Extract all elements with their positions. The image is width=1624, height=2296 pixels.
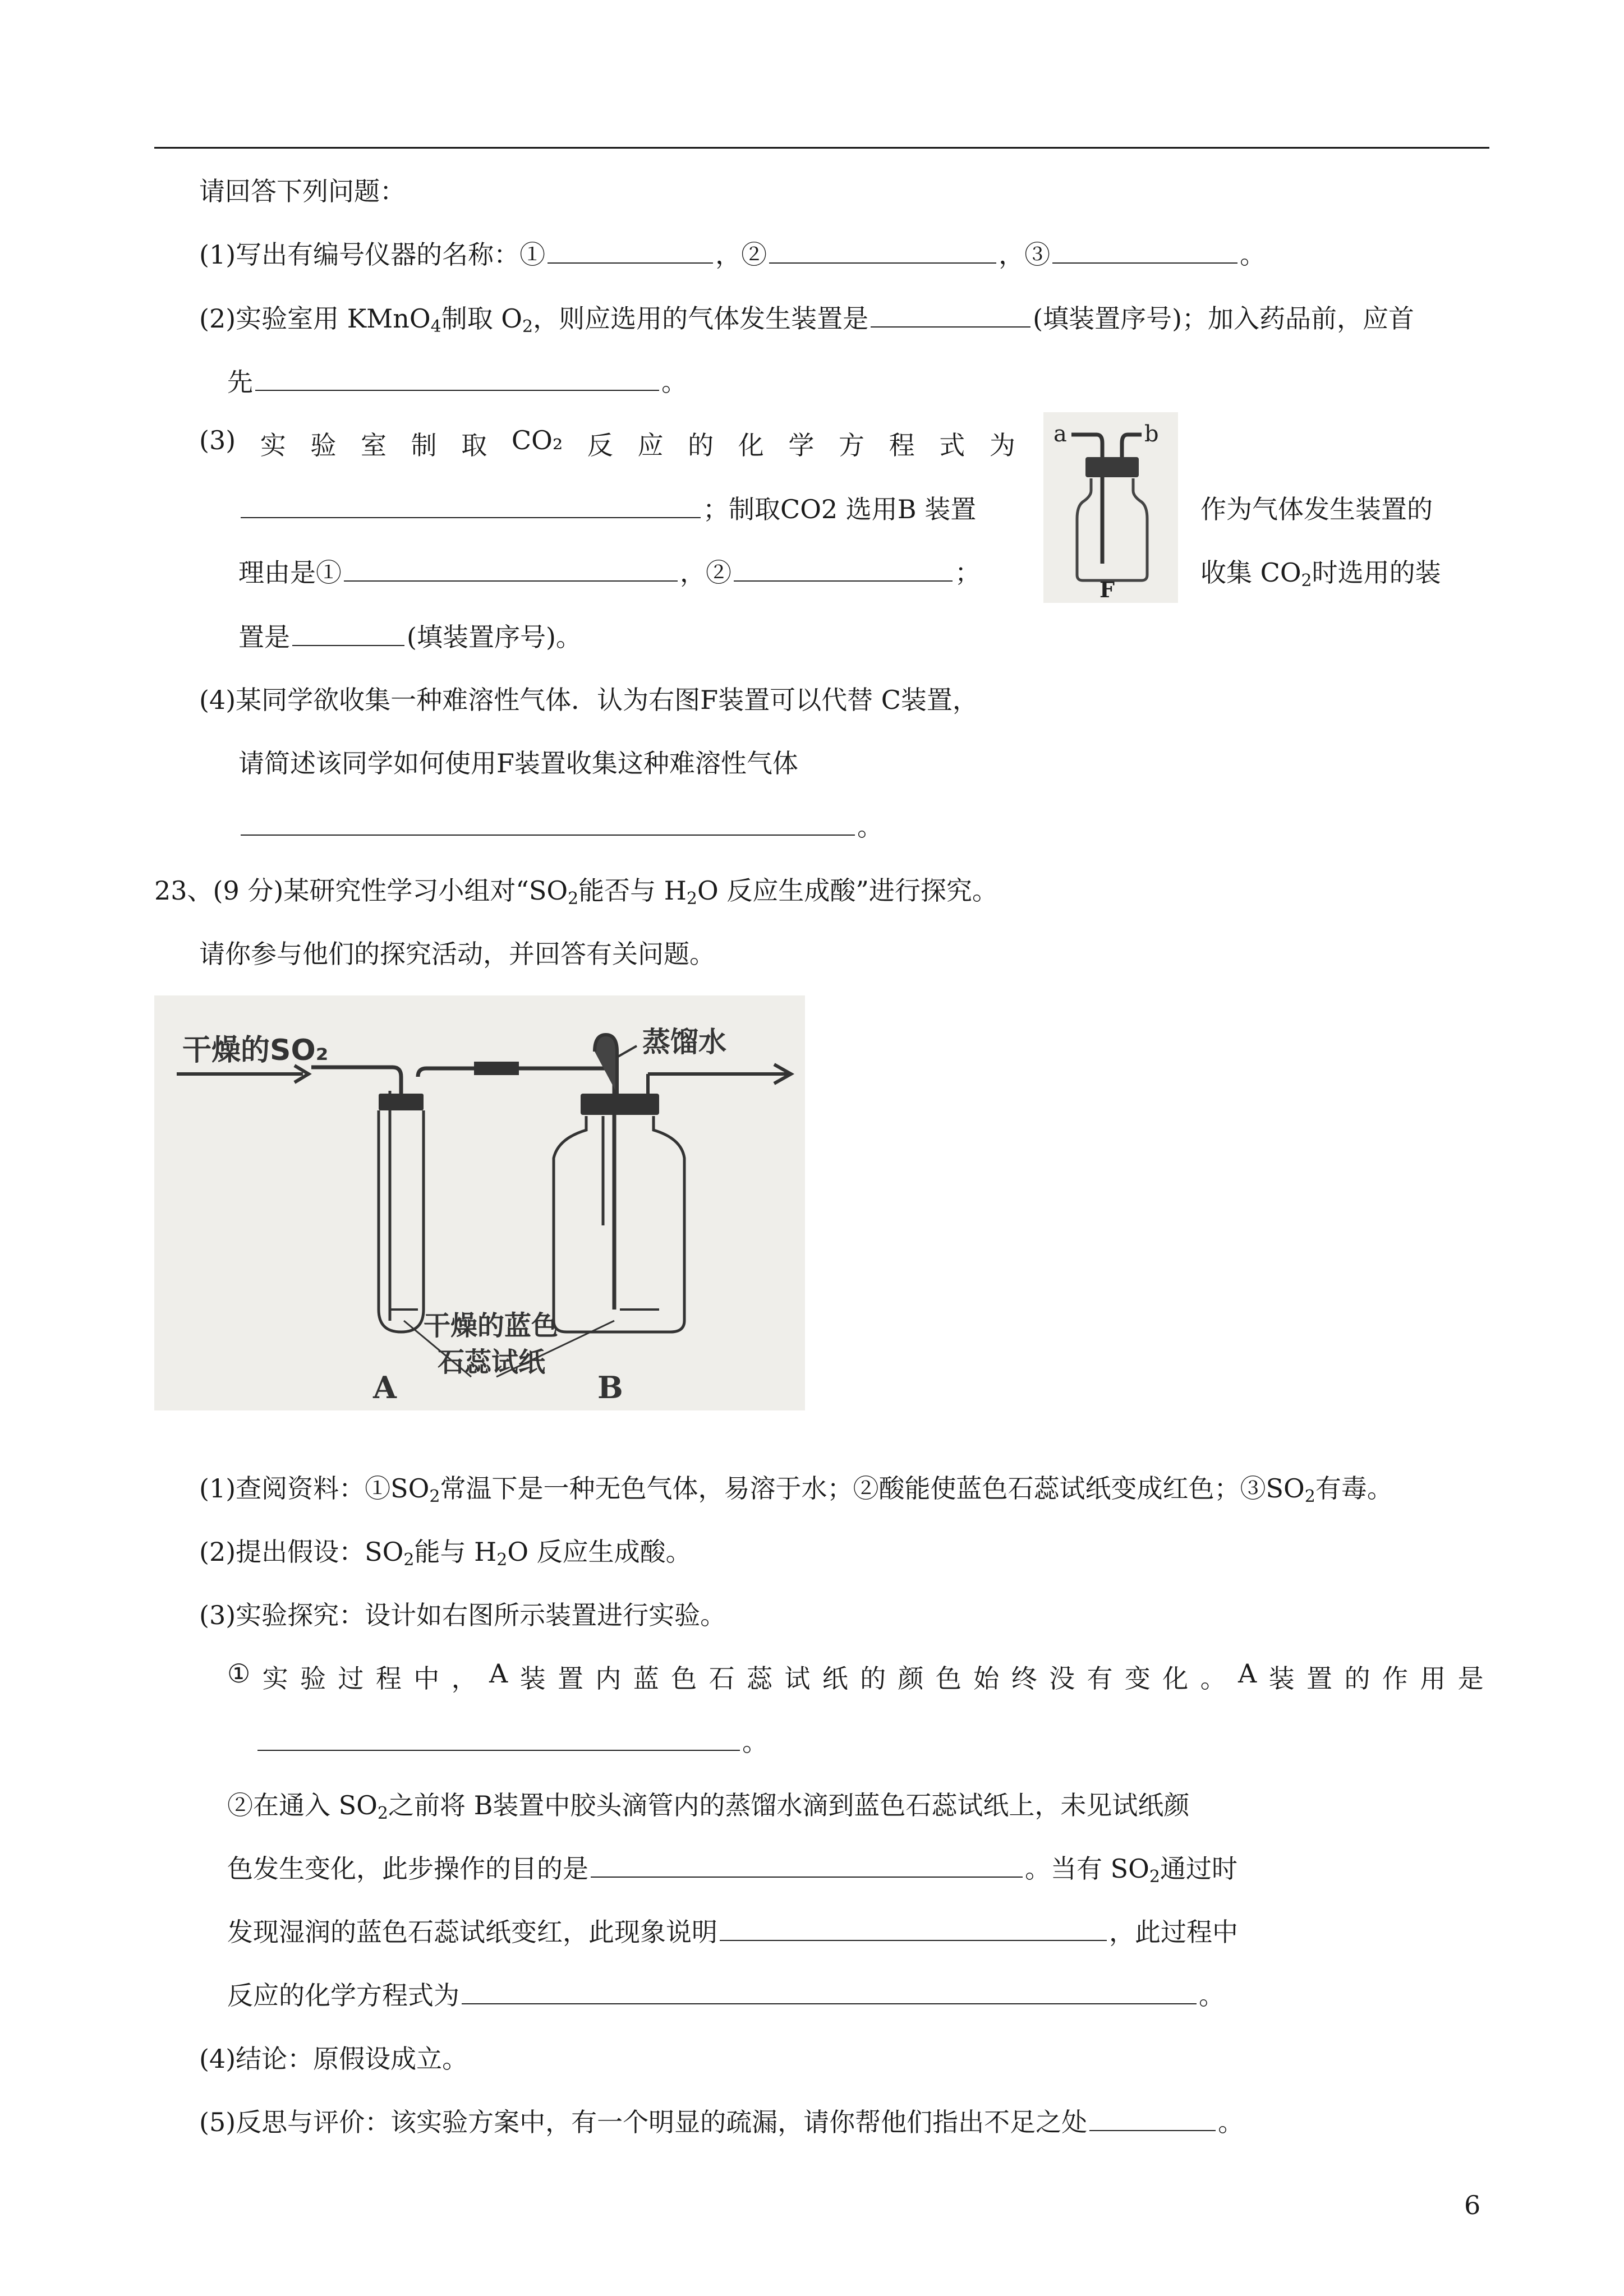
blank-co2-equation[interactable] [241,517,701,518]
label-a: a [1053,421,1067,447]
q22-part3-line2: ；制取CO2 选用B 装置 [238,489,976,526]
q22-intro: 请回答下列问题： [199,176,406,206]
q23-step2: (2)提出假设：$SO_2$能与 $H_2O$ 反应生成酸。 [199,1537,692,1570]
blank-3[interactable] [1052,262,1237,264]
blank-reason-2[interactable] [734,580,953,582]
label-B: B [597,1370,623,1405]
q23-step1: (1)查阅资料：$①SO_2$常温下是一种无色气体，易溶于水；②酸能使蓝色石蕊试纸变成红色；$③SO_2$有毒。 [199,1473,1393,1506]
q22-part2-line1: (2)实验室用 KMnO$_4$制取 $O_2$，则应选用的气体发生装置是 (填装置序号)；加入药品前，应首 [199,303,1415,336]
q22-part3-line2-right: 作为气体发生装置的 [1200,494,1433,524]
q23-intro: 请你参与他们的探究活动，并回答有关问题。 [199,939,715,969]
q23-step3-item2-line2: 色发生变化，此步操作的目的是 。当有 $SO_2$通过时 [227,1854,1237,1887]
q22-part2-line2: 先 。 [227,367,687,397]
blank-phenomenon[interactable] [720,1939,1107,1941]
q22-part4-line3: 。 [238,806,883,843]
label-b: b [1144,421,1159,447]
blank-reason-1[interactable] [344,580,678,582]
blank-describe-f[interactable] [241,834,855,836]
figure-so2-apparatus [154,995,805,1410]
blank-2[interactable] [769,262,996,264]
q23-step5: (5)反思与评价：该实验方案中，有一个明显的疏漏，请你帮他们指出不足之处 。 [199,2107,1244,2137]
q23-step3-head: (3)实验探究：设计如右图所示装置进行实验。 [199,1600,726,1630]
q22-part4-line2: 请简述该同学如何使用F装置收集这种难溶性气体 [238,748,798,778]
blank-device[interactable] [871,326,1030,328]
blank-equation[interactable] [462,2003,1197,2004]
q23-title: 23、(9 分)某研究性学习小组对“$SO_2$能否与 $H_2O$ 反应生成酸”进行探究。 [154,875,998,909]
blank-1[interactable] [548,262,713,264]
q23-step3-item1: ① 实 验 过 程 中 ， A 装 置 内 蓝 色 石 蕊 试 纸 的 颜 色 始 终 没 有 变 化 。 A 装 置 的 作 用 是 [227,1658,1484,1694]
q22-part4-line1: (4)某同学欲收集一种难溶性气体．认为右图F装置可以代替 C装置， [199,685,978,715]
blank-first-step[interactable] [255,389,659,391]
label-A: A [373,1370,397,1405]
q22-part3-line1: (3) 实 验 室 制 取 CO₂ 反 应 的 化 学 方 程 式 为 [199,425,1015,460]
q23-step3-item1-blank: 。 [255,1722,768,1759]
so2-apparatus-diagram [154,995,805,1410]
page-number: 6 [1464,2190,1481,2220]
q23-step3-item2-line4: 反应的化学方程式为 。 [227,1980,1225,2011]
q22-part3-line3-right: 收集 $CO_2$时选用的装 [1200,557,1441,591]
blank-purpose[interactable] [591,1876,1023,1878]
q22-part1: (1)写出有编号仪器的名称：① ，② ，③ 。 [199,239,1266,270]
label-f: F [1099,577,1115,602]
label-dry-blue-paper-2: 石蕊试纸 [438,1347,546,1378]
figure-f-bottle [1043,412,1178,603]
gas-bottle-diagram [1043,412,1178,603]
q23-step3-item2-line1: ②在通入 $SO_2$之前将 B装置中胶头滴管内的蒸馏水滴到蓝色石蕊试纸上，未见试纸颜 [227,1790,1190,1823]
q23-step3-item2-line3: 发现湿润的蓝色石蕊试纸变红，此现象说明 ，此过程中 [227,1917,1238,1947]
blank-device-a-role[interactable] [257,1749,740,1751]
q23-step4: (4)结论：原假设成立。 [199,2044,468,2074]
header-rule [154,147,1489,149]
blank-flaw[interactable] [1089,2129,1216,2131]
label-distilled-water: 蒸馏水 [642,1026,726,1058]
label-dry-so2: 干燥的SO₂ [182,1034,329,1067]
blank-collect-device[interactable] [292,644,404,646]
q22-part3-line4: 置是 (填装置序号)。 [238,622,582,652]
q22-part3-line3: 理由是① ，② ； [238,557,981,588]
label-dry-blue-paper-1: 干燥的蓝色 [424,1310,559,1341]
